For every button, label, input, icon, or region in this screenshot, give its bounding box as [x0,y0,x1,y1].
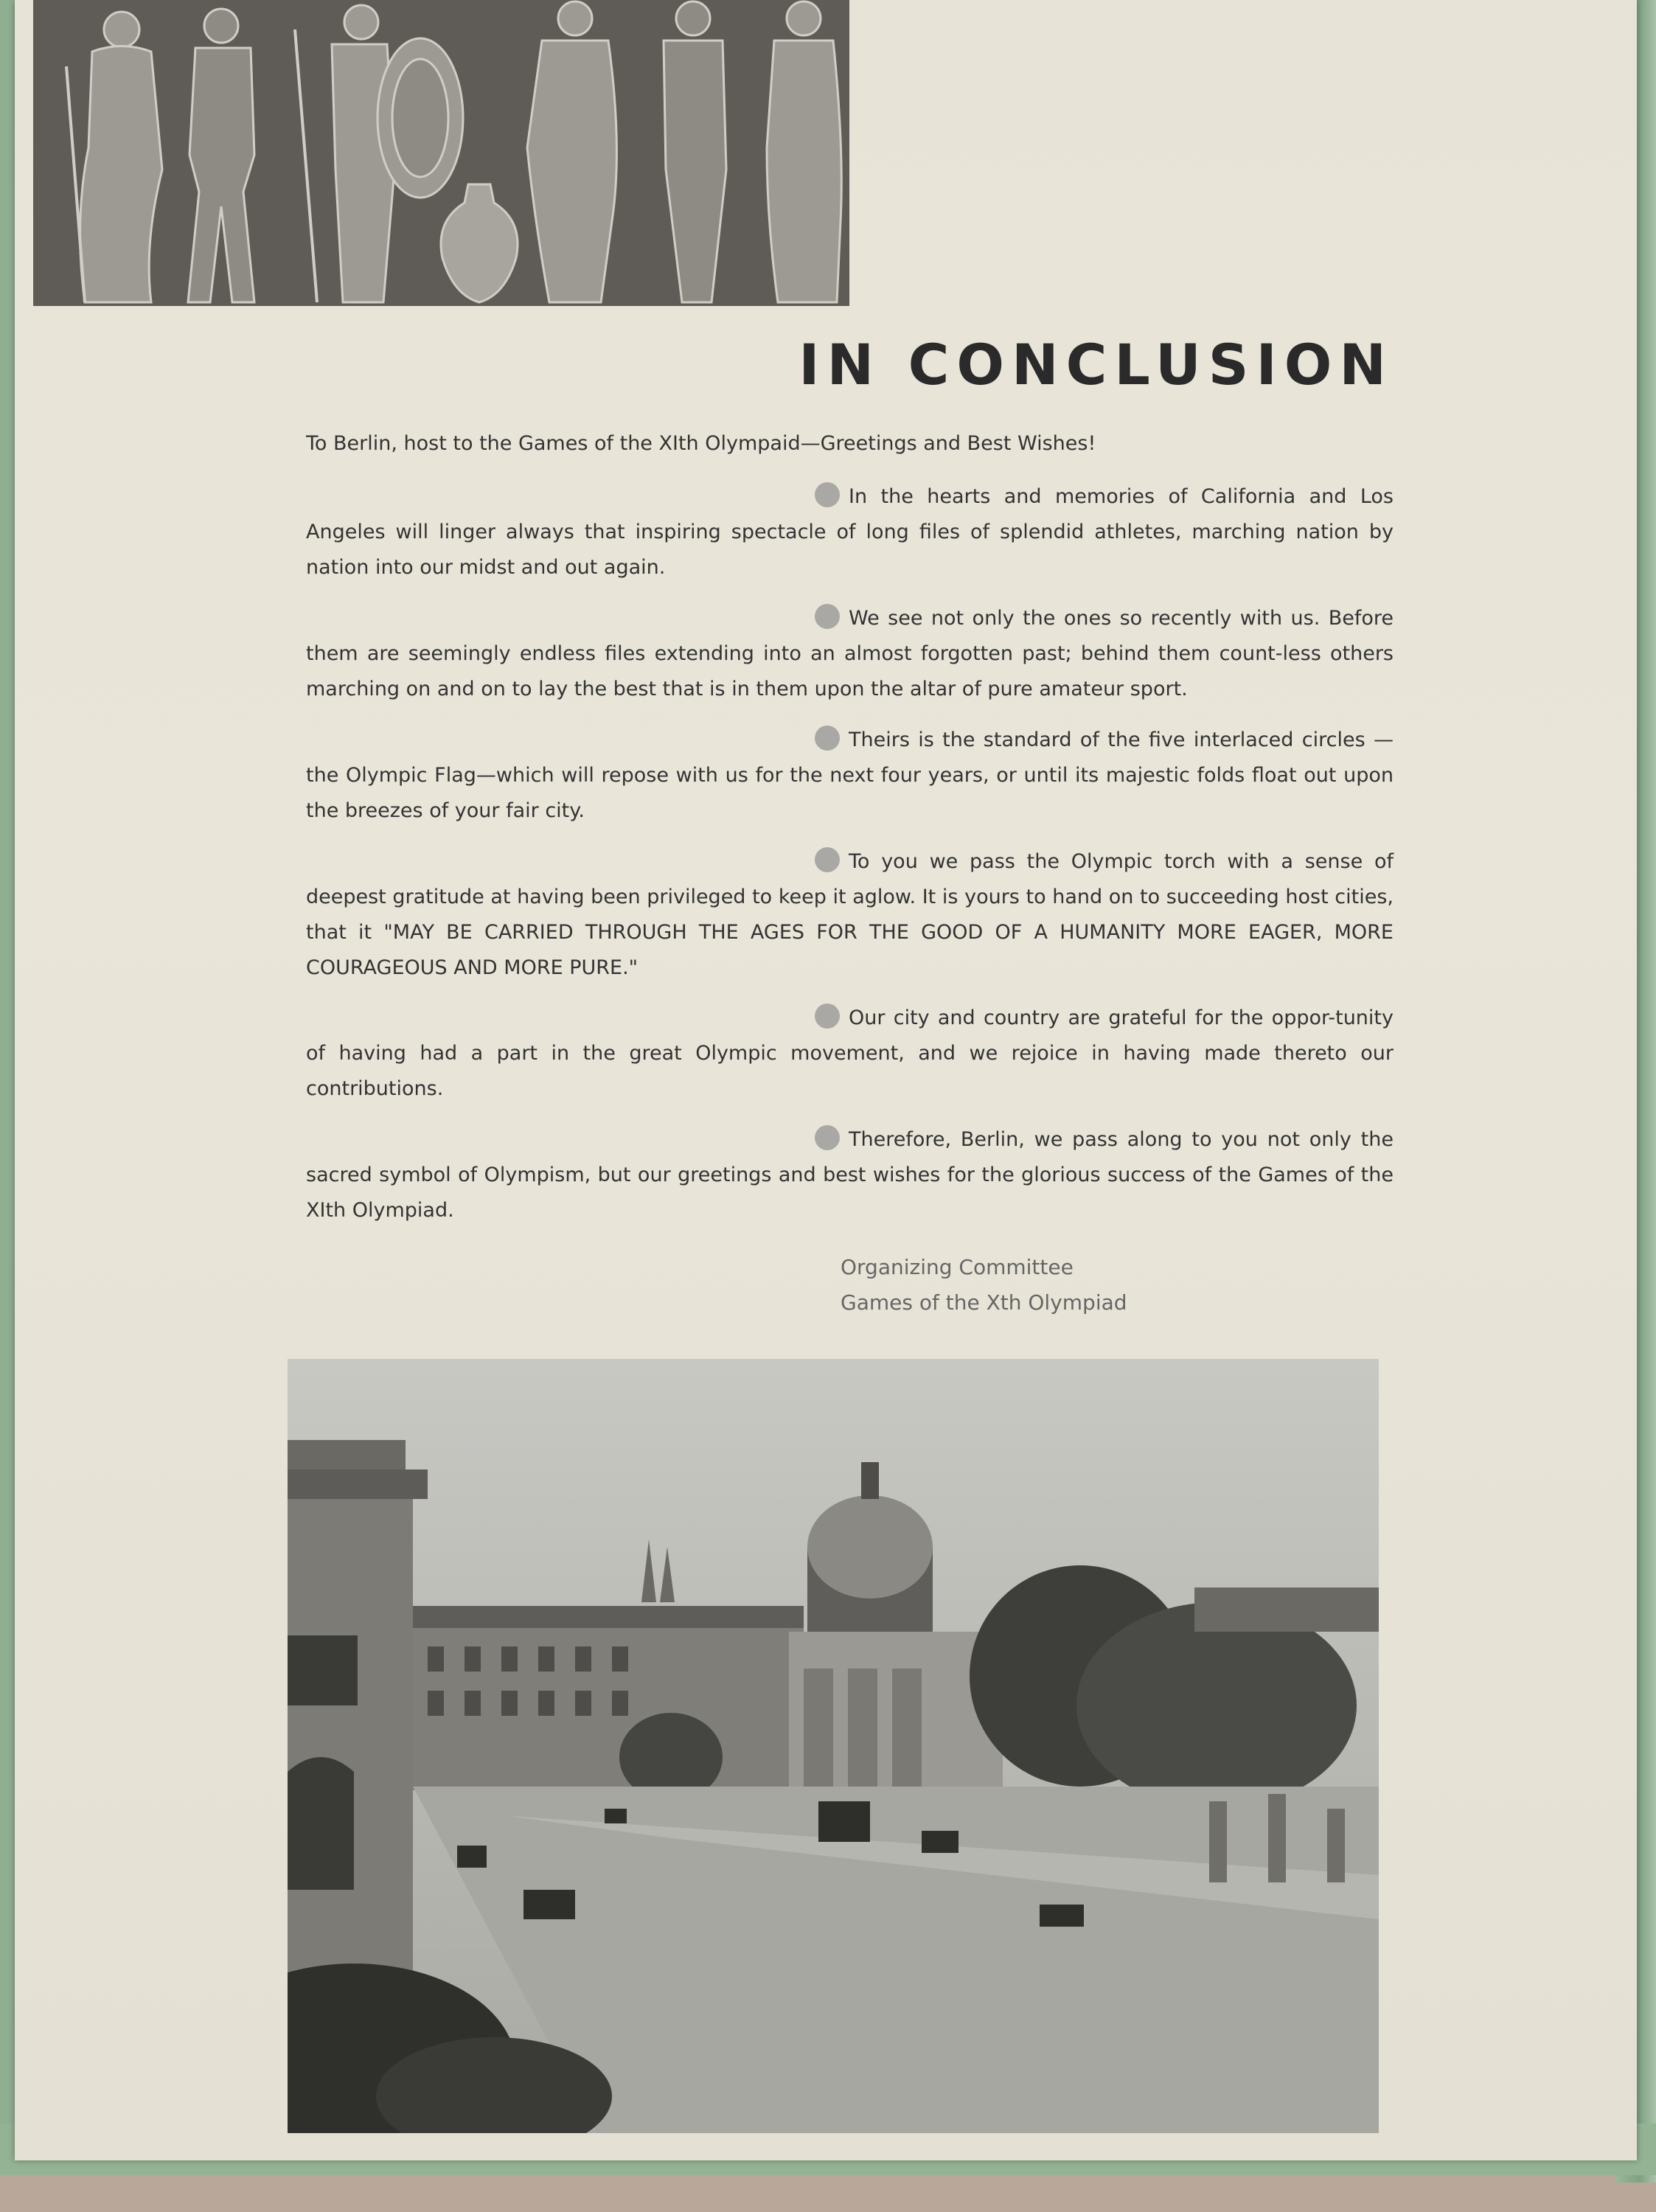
paragraph-5-text: Our city and country are grateful for the oppor-tunity of having had a part in the great Olympic movement, and we rejoice in having made thereto our contributions. [306,1006,1394,1100]
bullet-dot-icon [815,482,840,507]
frieze-illustration [33,0,849,306]
signature-line-2: Games of the Xth Olympiad [841,1290,1127,1315]
paragraph-4 [306,844,1394,986]
bullet-dot-icon [815,847,840,872]
paragraph-6 [306,1122,1394,1228]
bullet-dot-icon [815,726,840,751]
paragraph-6-text: Therefore, Berlin, we pass along to you not only the sacred symbol of Olympism, but our greetings and best wishes for the glorious success of the Games of the XIth Olympiad. [306,1128,1394,1222]
paragraph-1-text: In the hearts and memories of California and Los Angeles will linger always that inspiring spectacle of long files of splendid athletes, marching nation by nation into our midst and out again. [306,485,1394,579]
berlin-street-illustration [288,1359,1379,2133]
bullet-dot-icon [815,1004,840,1029]
paragraph-1 [306,479,1394,585]
bullet-dot-icon [815,604,840,629]
paragraph-3 [306,723,1394,829]
page-title: IN CONCLUSION [799,332,1394,397]
greeting-line: To Berlin, host to the Games of the XIth Olympaid—Greetings and Best Wishes! [306,432,1096,455]
paragraph-2 [306,601,1394,707]
paragraph-2-text: We see not only the ones so recently with us. Before them are seemingly endless files extending into an almost forgotten past; behind them count-less others marching on and on to lay the best that is in them upon the altar of pure amateur sport. [306,607,1394,700]
bullet-dot-icon [815,1125,840,1150]
paragraph-3-text: Theirs is the standard of the five interlaced circles —the Olympic Flag—which will repose with us for the next four years, or until its majestic folds float out upon the breezes of your fair city. [306,728,1394,822]
paragraph-5 [306,1001,1394,1107]
page [15,0,1637,2160]
berlin-street-photo [288,1359,1379,2133]
signature-line-1: Organizing Committee [841,1255,1074,1279]
signature [841,1250,1127,1321]
greek-frieze-image [33,0,849,306]
paragraph-4-text: To you we pass the Olympic torch with a sense of deepest gratitude at having been privileged to keep it aglow. It is yours to hand on to succeeding host cities, that it "MAY BE CARRIED THROUGH THE AGES FOR THE GOOD OF A HUMANITY MORE EAGER, MORE COURAGEOUS AND MORE PURE." [306,850,1394,979]
